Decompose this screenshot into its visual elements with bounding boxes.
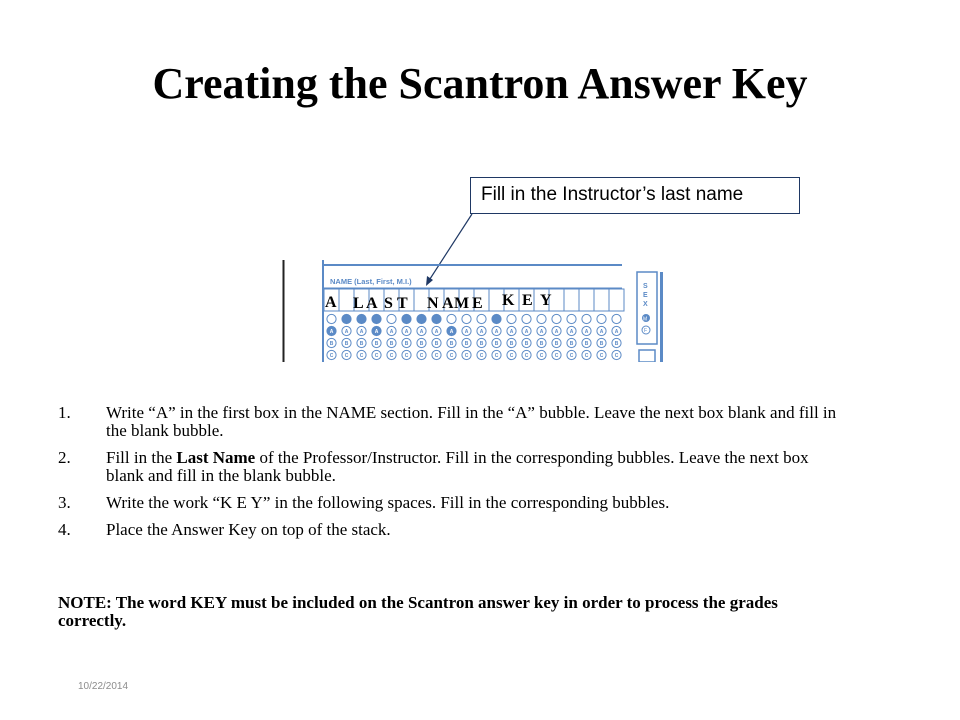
bubble-letter: C <box>419 353 424 359</box>
sex-letter-s: S <box>643 283 648 290</box>
bubble-letter: B <box>599 341 604 347</box>
bubble-letter: A <box>359 329 364 335</box>
letter-a: A <box>366 295 378 312</box>
bubble-letter: C <box>494 353 499 359</box>
bubble-letter: B <box>374 341 379 347</box>
answer-bubble <box>477 314 486 323</box>
bubble-letter: B <box>389 341 394 347</box>
answer-bubble <box>387 314 396 323</box>
bubble-letter: B <box>419 341 424 347</box>
bubble-letter: C <box>464 353 469 359</box>
bubble-letter: C <box>344 353 349 359</box>
bubble-letter: A <box>329 329 334 335</box>
bubble-letter: B <box>464 341 469 347</box>
bubble-letter: C <box>554 353 559 359</box>
step-1: 1. Write “A” in the first box in the NAME section. Fill in the “A” bubble. Leave the next box blank and fill in the blank bubble. <box>58 403 837 440</box>
letter-box <box>594 289 609 311</box>
sex-letter-f: F <box>644 328 648 334</box>
scantron-name-form <box>282 260 672 362</box>
answer-bubble <box>492 314 501 323</box>
answer-bubble <box>567 314 576 323</box>
answer-bubble <box>327 314 336 323</box>
bubble-letter: B <box>479 341 484 347</box>
letter-box <box>564 289 579 311</box>
bubble-letter: B <box>614 341 619 347</box>
answer-bubble <box>507 314 516 323</box>
answer-bubble <box>552 314 561 323</box>
bubble-letter: A <box>419 329 424 335</box>
bubble-letter: A <box>434 329 439 335</box>
answer-bubble <box>357 314 366 323</box>
bubble-letter: A <box>554 329 559 335</box>
sex-letter-m: M <box>643 316 648 323</box>
instruction-list <box>58 404 838 548</box>
bubble-letter: C <box>584 353 589 359</box>
bubble-letter: C <box>374 353 379 359</box>
bubble-grid <box>327 314 621 359</box>
bubble-letter: A <box>479 329 484 335</box>
bubble-letter: C <box>389 353 394 359</box>
bubble-letter: B <box>569 341 574 347</box>
letter-e: E <box>472 295 483 312</box>
bubble-letter: C <box>359 353 364 359</box>
bubble-letter: B <box>404 341 409 347</box>
letter-a-first: A <box>325 294 337 311</box>
note-text: NOTE: The word KEY must be included on the Scantron answer key in order to process the grades correctly. <box>58 593 778 630</box>
bubble-letter: A <box>494 329 499 335</box>
bubble-letter: B <box>344 341 349 347</box>
bubble-letter: B <box>509 341 514 347</box>
sex-letter-x: X <box>643 301 648 308</box>
answer-bubble <box>582 314 591 323</box>
bubble-letter: B <box>449 341 454 347</box>
letter-box <box>339 289 354 311</box>
slide-date: 10/22/2014 <box>78 681 129 692</box>
form-header: NAME (Last, First, M.I.) <box>330 277 412 286</box>
bubble-letter: A <box>464 329 469 335</box>
bubble-letter: B <box>524 341 529 347</box>
answer-bubble <box>462 314 471 323</box>
bubble-letter: B <box>539 341 544 347</box>
letter-y: Y <box>540 292 552 309</box>
bubble-letter: C <box>479 353 484 359</box>
bubble-letter: A <box>449 329 454 335</box>
bubble-letter: A <box>374 329 379 335</box>
bubble-letter: C <box>524 353 529 359</box>
letter-m: M <box>454 295 470 312</box>
bubble-letter: A <box>524 329 529 335</box>
bubble-letter: A <box>599 329 604 335</box>
bubble-letter: A <box>539 329 544 335</box>
bubble-letter: A <box>584 329 589 335</box>
bubble-letter: C <box>539 353 544 359</box>
bubble-letter: A <box>389 329 394 335</box>
sex-letter-e: E <box>643 292 648 299</box>
bubble-letter: C <box>404 353 409 359</box>
bubble-letter: A <box>509 329 514 335</box>
letter-e2: E <box>522 292 533 309</box>
bubble-letter: B <box>554 341 559 347</box>
bubble-letter: A <box>404 329 409 335</box>
letter-n: N <box>427 295 439 312</box>
bubble-letter: B <box>494 341 499 347</box>
bubble-letter: C <box>434 353 439 359</box>
step-4: 4. Place the Answer Key on top of the stack. <box>58 520 391 539</box>
bubble-letter: B <box>434 341 439 347</box>
answer-bubble <box>402 314 411 323</box>
bubble-letter: A <box>344 329 349 335</box>
bubble-letter: C <box>329 353 334 359</box>
bubble-letter: C <box>614 353 619 359</box>
handwritten-letters <box>325 292 552 312</box>
bubble-letter: C <box>449 353 454 359</box>
bubble-letter: C <box>599 353 604 359</box>
step-3: 3. Write the work “K E Y” in the following spaces. Fill in the corresponding bubbles. <box>58 493 670 512</box>
answer-bubble <box>447 314 456 323</box>
bubble-letter: C <box>509 353 514 359</box>
bubble-letter: B <box>584 341 589 347</box>
answer-bubble <box>612 314 621 323</box>
letter-l: L <box>353 295 364 312</box>
bubble-letter: B <box>329 341 334 347</box>
callout-box: Fill in the Instructor’s last name <box>470 177 800 214</box>
answer-bubble <box>537 314 546 323</box>
step-2: 2. Fill in the Last Name of the Professor/Instructor. Fill in the corresponding bubbles. Leave the next box blank and fill in the blank bubble. <box>58 448 809 485</box>
letter-a2: A <box>442 295 454 312</box>
answer-bubble <box>372 314 381 323</box>
answer-bubble <box>342 314 351 323</box>
letter-s: S <box>384 295 393 312</box>
bubble-letter: B <box>359 341 364 347</box>
answer-bubble <box>597 314 606 323</box>
letter-t: T <box>397 295 408 312</box>
bubble-letter: A <box>614 329 619 335</box>
answer-bubble <box>522 314 531 323</box>
bubble-letter: C <box>569 353 574 359</box>
bubble-letter: A <box>569 329 574 335</box>
letter-box <box>579 289 594 311</box>
letter-k: K <box>502 292 515 309</box>
answer-bubble <box>432 314 441 323</box>
slide-title: Creating the Scantron Answer Key <box>152 59 808 108</box>
answer-bubble <box>417 314 426 323</box>
letter-box <box>609 289 624 311</box>
